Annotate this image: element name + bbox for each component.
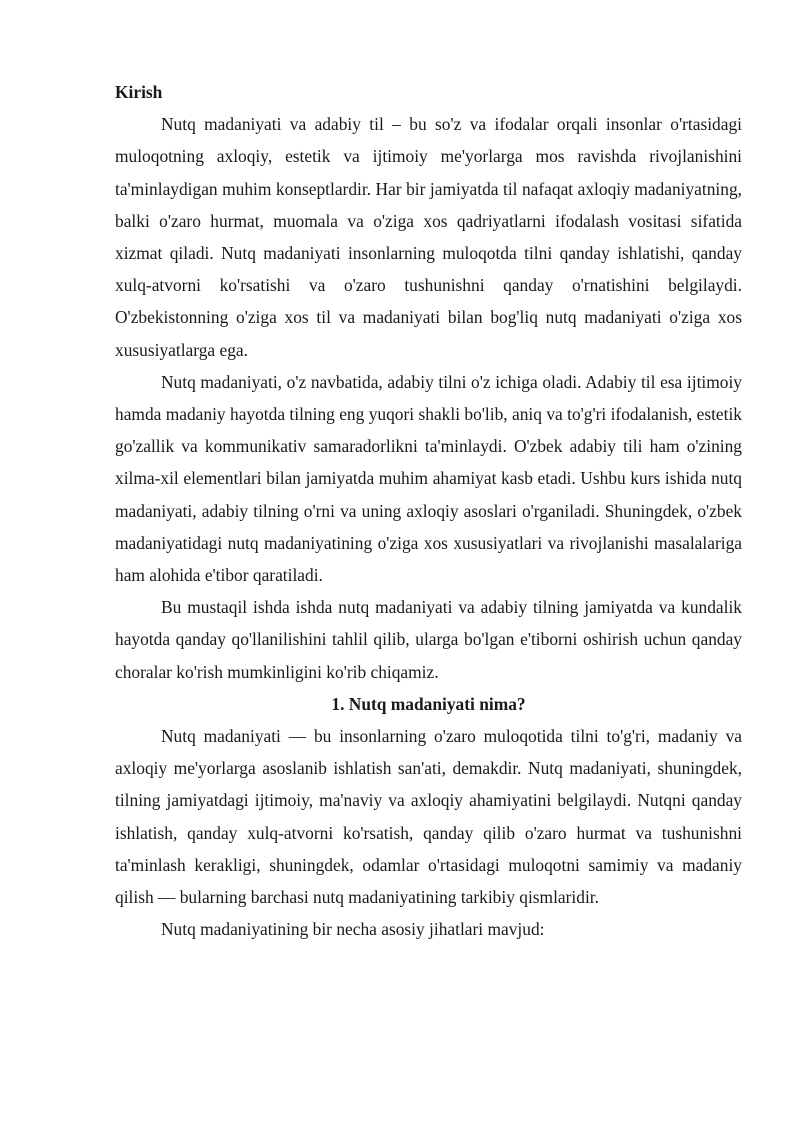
intro-paragraph-2: Nutq madaniyati, o'z navbatida, adabiy tilni o'z ichiga oladi. Adabiy til esa ijtimoiy hamda madaniy hayotda tilning eng yuqori shakli bo'lib, aniq va to'g'ri ifodalanish, estetik go'zallik va kommunikativ samaradorlikni ta'minlaydi. O'zbek adabiy tili ham o'zining xilma-xil elementlari bilan jamiyatda muhim ahamiyat kasb etadi. Ushbu kurs ishida nutq madaniyati, adabiy tilning o'rni va uning axloqiy asoslari o'rganiladi. Shuningdek, o'zbek madaniyatidagi nutq madaniyatining o'ziga xos xususiyatlari va rivojlanishi masalalariga ham alohida e'tibor qaratiladi. xyxy=(115,371,742,586)
intro-heading: Kirish xyxy=(115,82,163,102)
intro-paragraph-3: Bu mustaqil ishda ishda nutq madaniyati va adabiy tilning jamiyatda va kundalik hayotda qanday qo'llanilishini tahlil qilib, ularga bo'lgan e'tiborni oshirish uchun qanday choralar ko'rish mumkinligini ko'rib chiqamiz. xyxy=(115,597,742,682)
document-page xyxy=(115,76,742,945)
section-paragraph-2: Nutq madaniyatining bir necha asosiy jihatlari mavjud: xyxy=(161,919,545,940)
intro-paragraph-1: Nutq madaniyati va adabiy til – bu so'z va ifodalar orqali insonlar o'rtasidagi muloqotning axloqiy, estetik va ijtimoiy me'yorlarga mos ravishda rivojlanishini ta'minlaydigan muhim konseptlardir. Har bir jamiyatda til nafaqat axloqiy madaniyatning, balki o'zaro hurmat, muomala va o'ziga xos qadriyatlarni ifodalash vositasi sifatida xizmat qiladi. Nutq madaniyati insonlarning muloqotda tilni qanday ishlatishi, qanday xulq-atvorni ko'rsatishi va o'zaro tushunishni qanday o'rnatishini belgilaydi. O'zbekistonning o'ziga xos til va madaniyati bilan bog'liq nutq madaniyati o'ziga xos xususiyatlarga ega. xyxy=(115,114,742,360)
section-title: 1. Nutq madaniyati nima? xyxy=(331,693,526,714)
section-paragraph-1: Nutq madaniyati — bu insonlarning o'zaro muloqotida tilni to'g'ri, madaniy va axloqiy me'yorlarga asoslanib ishlatish san'ati, demakdir. Nutq madaniyati, shuningdek, tilning jamiyatdagi ijtimoiy, ma'naviy va axloqiy ahamiyatini belgilaydi. Nutqni qanday ishlatish, qanday xulq-atvorni ko'rsatish, qanday qilib o'zaro hurmat va tushunishni ta'minlash kerakligi, shuningdek, odamlar o'rtasidagi muloqotni samimiy va madaniy qilish — bularning barchasi nutq madaniyatining tarkibiy qismlaridir. xyxy=(115,726,742,908)
